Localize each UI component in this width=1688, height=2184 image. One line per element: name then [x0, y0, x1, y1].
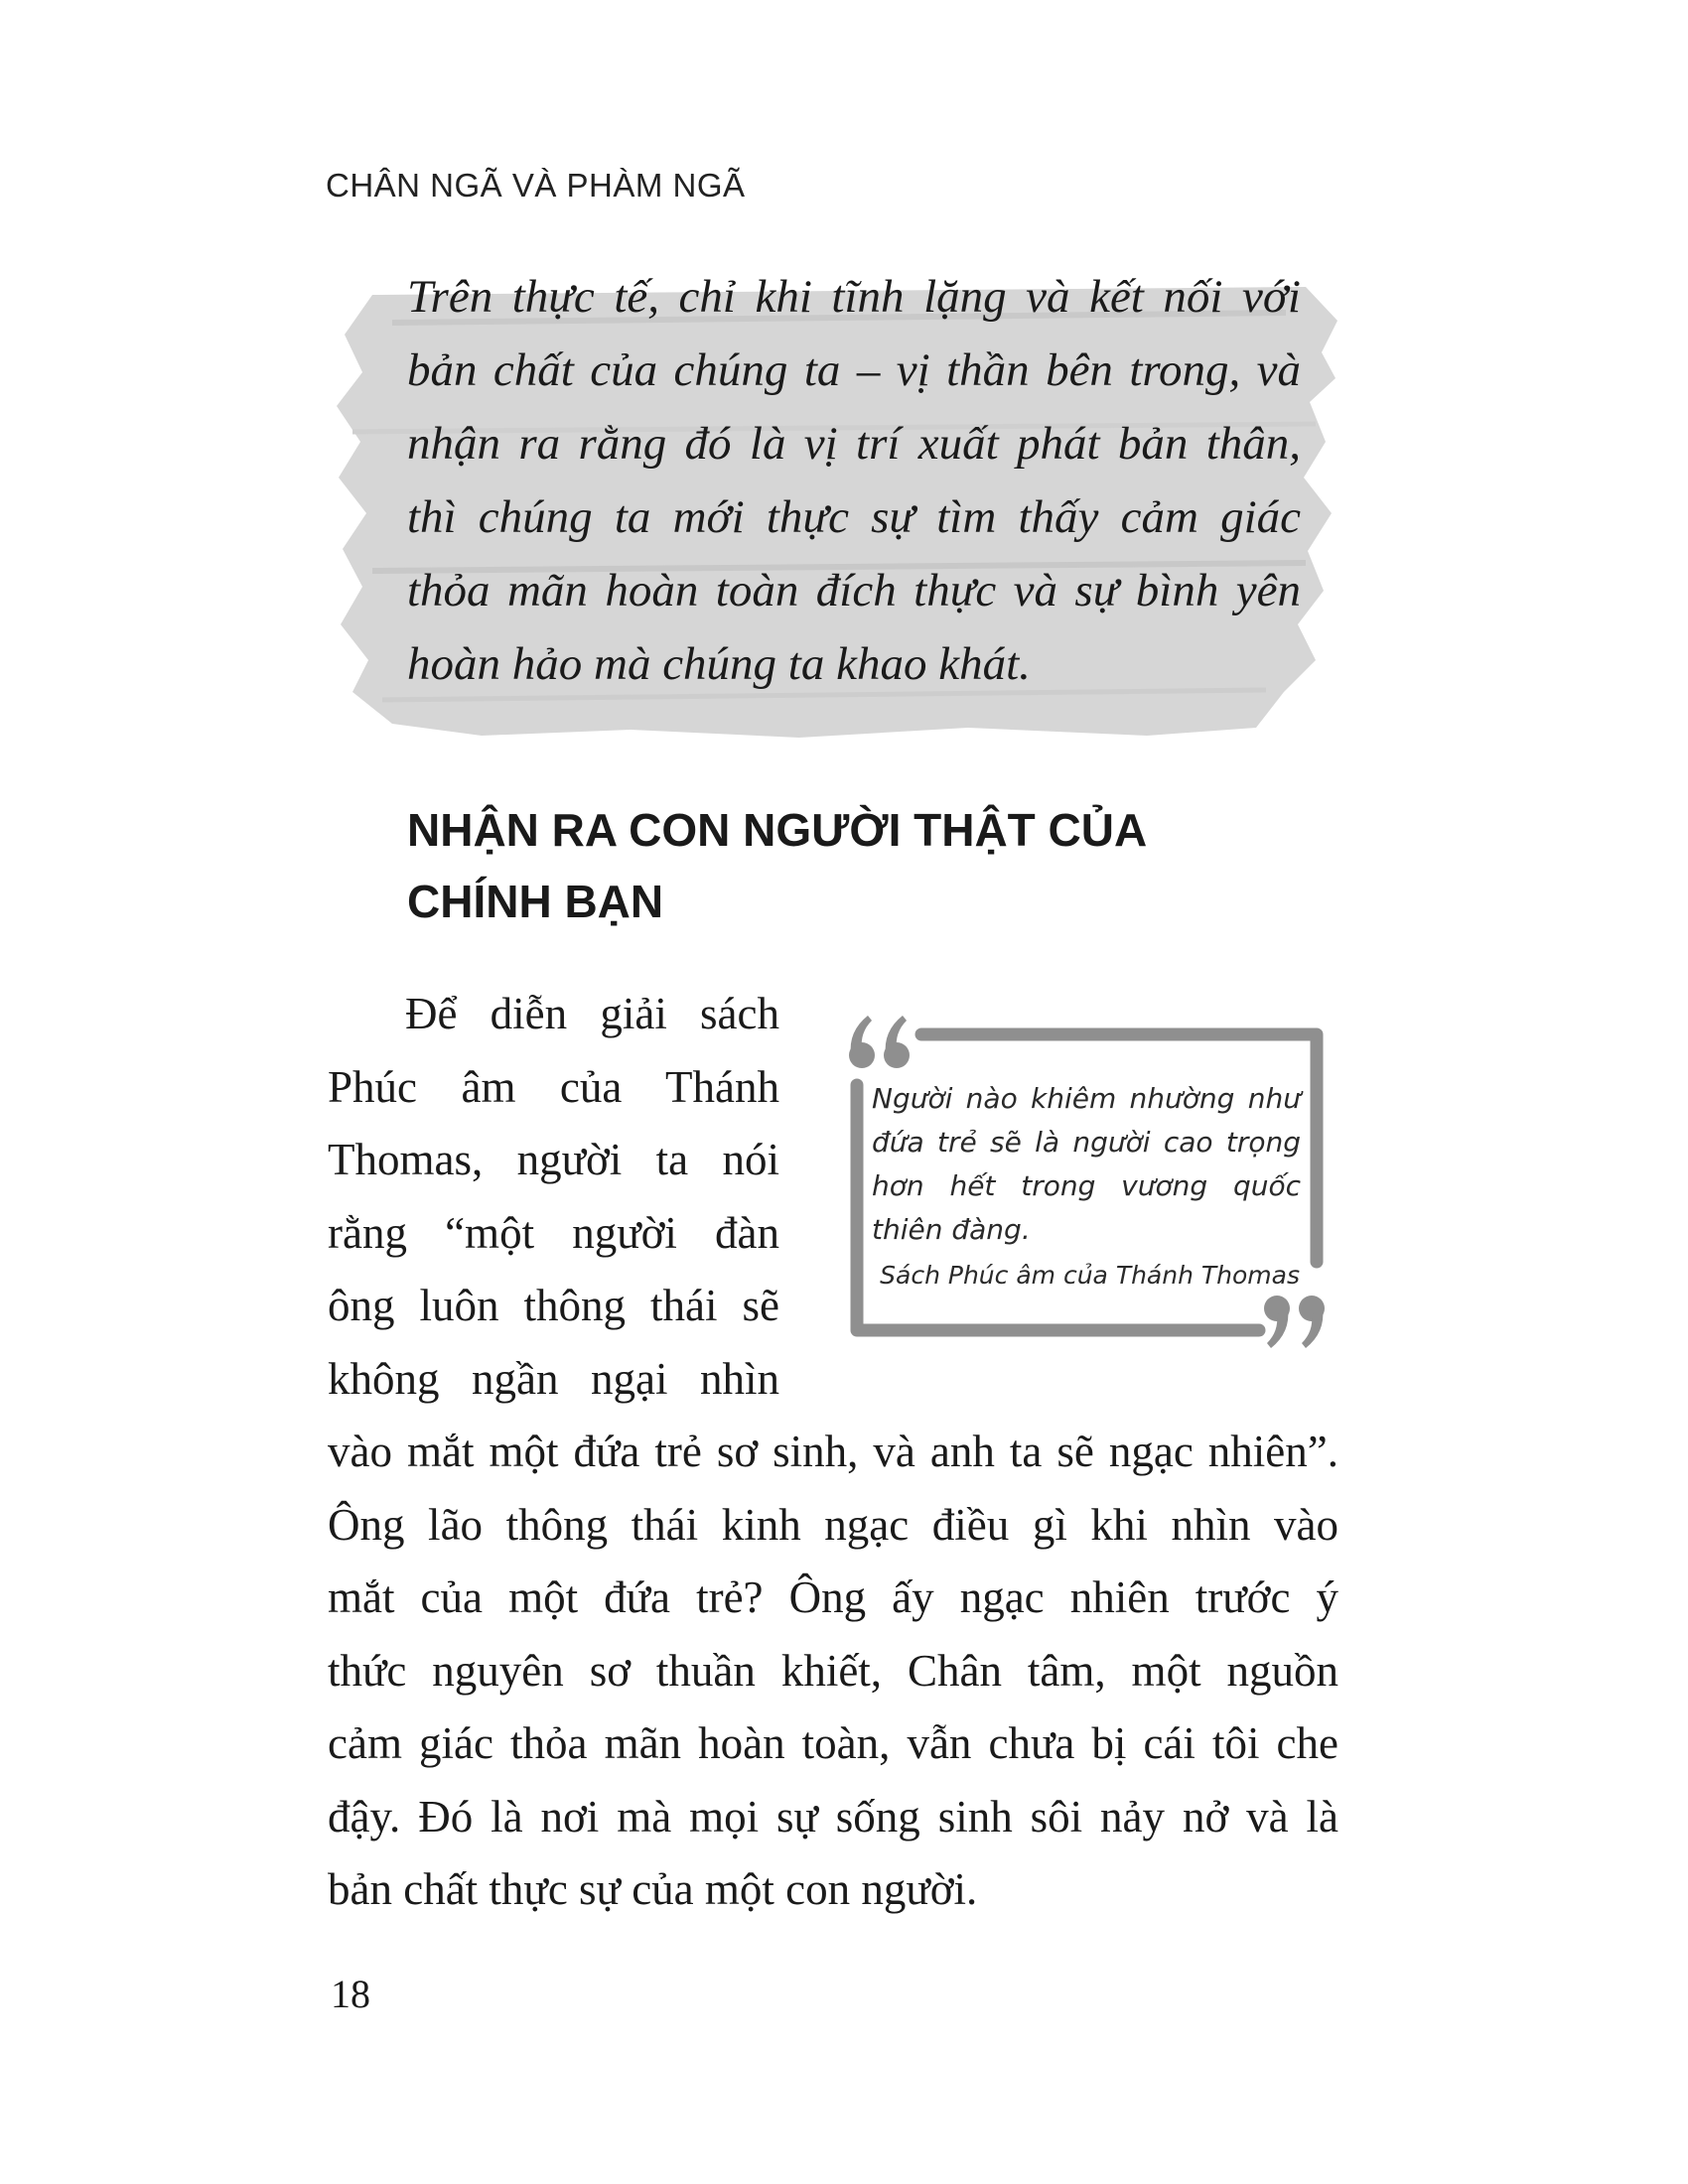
callout-quote-box [842, 1008, 1332, 1360]
close-quote-mark-icon [1264, 1296, 1325, 1348]
body-line: cảm giác thỏa mãn hoàn toàn, vẫn chưa bị cái tôi che [328, 1718, 1338, 1768]
pull-quote-line: nhận ra rằng đó là vị trí xuất phát bản thân, [407, 418, 1301, 470]
pull-quote-line: thỏa mãn hoàn toàn đích thực và sự bình yên [407, 565, 1301, 616]
callout-line: thiên đàng. [872, 1213, 1031, 1246]
body-line: vào mắt một đứa trẻ sơ sinh, và anh ta sẽ ngạc nhiên”. [328, 1427, 1338, 1476]
section-heading-line: NHẬN RA CON NGƯỜI THẬT CỦA [407, 804, 1148, 856]
body-full-width [328, 1416, 1338, 1927]
callout-line: Người nào khiêm nhường như [872, 1082, 1301, 1115]
body-line: ông luôn thông thái sẽ [328, 1281, 779, 1330]
section-heading-line: CHÍNH BẠN [407, 876, 664, 927]
body-left-column [328, 978, 779, 1416]
pull-quote-line: hoàn hảo mà chúng ta khao khát. [407, 638, 1031, 690]
body-line: Phúc âm của Thánh [328, 1061, 779, 1112]
pull-quote-line: bản chất của chúng ta – vị thần bên trong, và [407, 344, 1301, 396]
pull-quote-line: Trên thực tế, chỉ khi tĩnh lặng và kết nối với [407, 271, 1301, 323]
body-line: Để diễn giải sách [405, 989, 779, 1038]
page-number: 18 [331, 1972, 370, 2016]
body-line: rằng “một người đàn [328, 1207, 779, 1258]
section-heading [407, 794, 1301, 937]
body-line: đậy. Đó là nơi mà mọi sự sống sinh sôi nảy nở và là [328, 1791, 1338, 1842]
open-quote-mark-icon [849, 1016, 910, 1068]
callout-source: Sách Phúc âm của Thánh Thomas [880, 1261, 1300, 1290]
body-line: thức nguyên sơ thuần khiết, Chân tâm, một nguồn [328, 1645, 1338, 1696]
callout-text [872, 1077, 1301, 1252]
pull-quote [407, 260, 1301, 701]
body-line: bản chất thực sự của một con người. [328, 1864, 978, 1914]
body-line: mắt của một đứa trẻ? Ông ấy ngạc nhiên trước ý [328, 1572, 1338, 1622]
callout-line: đứa trẻ sẽ là người cao trọng [872, 1126, 1301, 1159]
body-line: không ngần ngại nhìn [328, 1353, 779, 1404]
running-head: CHÂN NGÃ VÀ PHÀM NGÃ [326, 167, 746, 204]
pull-quote-line: thì chúng ta mới thực sự tìm thấy cảm giác [407, 491, 1301, 543]
body-line: Ông lão thông thái kinh ngạc điều gì khi nhìn vào [328, 1499, 1338, 1550]
callout-line: hơn hết trong vương quốc [872, 1169, 1301, 1202]
body-line: Thomas, người ta nói [328, 1135, 779, 1184]
